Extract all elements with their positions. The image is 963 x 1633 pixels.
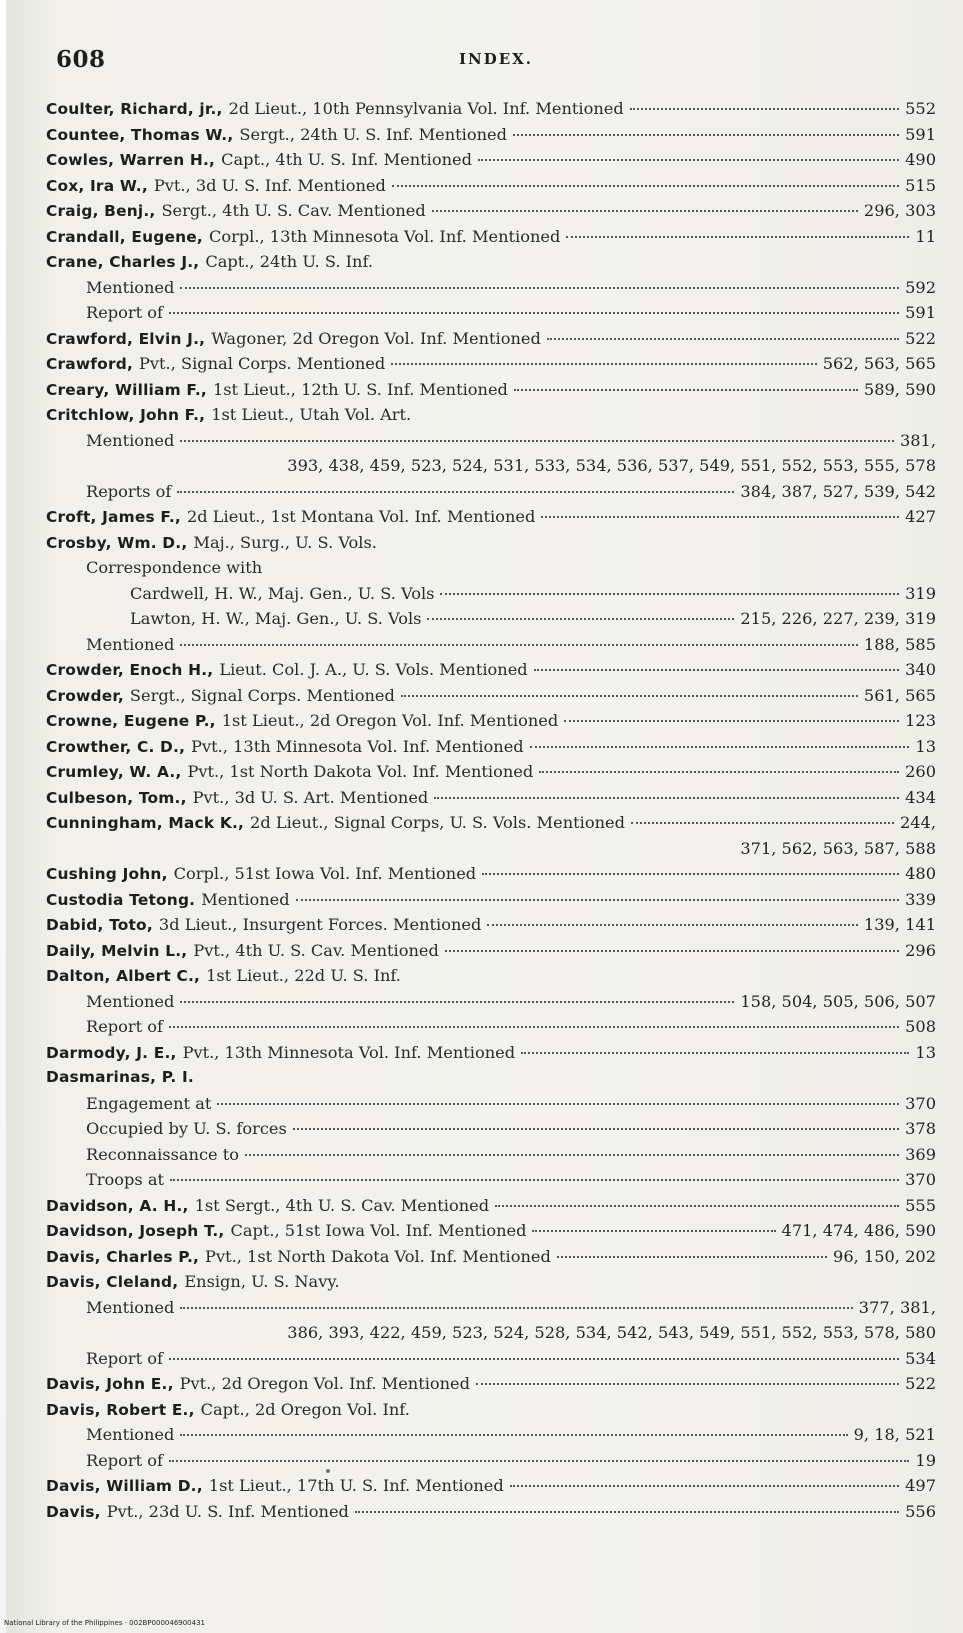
entry-description: 2d Lieut., Signal Corps, U. S. Vols. Mentioned	[250, 813, 625, 832]
subentry-label: Mentioned	[86, 1297, 175, 1317]
index-entry	[46, 810, 936, 836]
entry-description: Pvt., 13th Minnesota Vol. Inf. Mentioned	[182, 1042, 516, 1062]
page-refs: 188, 585	[863, 634, 936, 654]
entry-name: Daily, Melvin L.,	[46, 941, 188, 960]
entry-description: Ensign, U. S. Navy.	[184, 1272, 340, 1291]
entry-name: Davis, Charles P.,	[46, 1247, 200, 1266]
page-refs: 11	[915, 226, 936, 246]
index-entry	[46, 989, 936, 1015]
dot-leader	[513, 133, 899, 136]
page-refs: 370	[905, 1170, 936, 1189]
index-entry	[46, 351, 936, 377]
entry-description: Pvt., 3d U. S. Inf. Mentioned	[153, 175, 386, 195]
dot-leader	[541, 515, 899, 518]
index-entry	[46, 657, 936, 683]
running-head: INDEX.	[458, 50, 534, 68]
index-entry	[46, 1065, 936, 1091]
entry-name: Davidson, A. H.,	[46, 1196, 189, 1215]
entry-name: Critchlow, John F.,	[46, 406, 206, 424]
index-entry	[46, 1473, 936, 1499]
dot-leader	[180, 643, 858, 646]
dot-leader	[170, 1178, 899, 1181]
dot-leader	[514, 388, 858, 391]
page-refs: 471, 474, 486, 590	[781, 1221, 936, 1240]
page-refs: 369	[905, 1144, 936, 1164]
index-entry	[46, 377, 936, 403]
dot-leader	[445, 949, 899, 952]
index-continuation	[46, 1320, 936, 1346]
index-entry	[46, 581, 936, 607]
index-entry	[46, 708, 936, 734]
entry-description: Maj., Surg., U. S. Vols.	[193, 532, 377, 552]
entry-description: Lieut. Col. J. A., U. S. Vols. Mentioned	[219, 660, 528, 679]
dot-leader	[434, 796, 899, 799]
dot-leader	[557, 1255, 827, 1258]
index-entry	[46, 734, 936, 760]
subentry-label: Troops at	[86, 1170, 164, 1189]
page-refs: 591	[905, 124, 936, 144]
page-refs: 244,	[899, 813, 936, 832]
entry-name: Davis, Robert E.,	[46, 1400, 195, 1419]
page-number: 608	[56, 46, 106, 73]
entry-name: Davidson, Joseph T.,	[46, 1222, 225, 1240]
entry-name: Crawford,	[46, 355, 134, 373]
page-refs: 534	[905, 1348, 936, 1368]
subentry-label: Reconnaissance to	[86, 1144, 239, 1164]
subentry-label: Lawton, H. W., Maj. Gen., U. S. Vols	[130, 609, 422, 628]
entry-name: Davis, John E.,	[46, 1375, 174, 1393]
page-refs: 339	[905, 889, 936, 909]
entry-name: Crandall, Eugene,	[46, 227, 203, 246]
dot-leader	[532, 1229, 775, 1232]
entry-name: Crowder,	[46, 686, 124, 705]
page-refs: 260	[905, 762, 936, 781]
index-entry	[46, 249, 936, 275]
entry-name: Cowles, Warren H.,	[46, 151, 216, 169]
index-entry	[46, 530, 936, 556]
dot-leader	[169, 1459, 909, 1462]
page-refs: 561, 565	[863, 685, 936, 705]
index-entry	[46, 1014, 936, 1040]
dot-leader	[566, 235, 909, 238]
page-refs: 497	[905, 1476, 936, 1495]
page-refs: 427	[905, 507, 936, 526]
page-refs: 378	[905, 1119, 936, 1138]
index-entry	[46, 1499, 936, 1525]
page-refs: 296, 303	[863, 201, 936, 220]
index-entry	[46, 1244, 936, 1270]
page-refs: 555	[905, 1195, 936, 1215]
page-refs: 377, 381,	[858, 1297, 936, 1317]
page-refs: 393, 438, 459, 523, 524, 531, 533, 534, 536, 537, 549, 551, 552, 553, 555, 578	[287, 456, 936, 475]
entry-description: Corpl., 51st Iowa Vol. Inf. Mentioned	[173, 864, 477, 883]
index-entry	[46, 1040, 936, 1066]
entry-description: 1st Lieut., 22d U. S. Inf.	[206, 966, 401, 985]
subentry-label: Mentioned	[86, 430, 175, 450]
entry-description: Mentioned	[201, 889, 290, 909]
page-refs: 592	[905, 277, 936, 297]
index-entry	[46, 861, 936, 887]
index-entry	[46, 173, 936, 199]
dot-leader	[177, 490, 734, 493]
entry-description: Pvt., 4th U. S. Cav. Mentioned	[193, 940, 439, 960]
page-refs: 139, 141	[863, 915, 936, 934]
subentry-label: Report of	[86, 303, 164, 322]
index-continuation	[46, 453, 936, 479]
entry-description: Corpl., 13th Minnesota Vol. Inf. Mentioned	[208, 226, 561, 246]
entry-description: 1st Lieut., 2d Oregon Vol. Inf. Mentioned	[221, 711, 559, 730]
index-entry	[46, 1295, 936, 1321]
index-entry	[46, 963, 936, 989]
dot-leader	[539, 770, 899, 773]
dot-leader	[169, 311, 899, 314]
page-refs: 319	[905, 583, 936, 603]
index-entry	[46, 198, 936, 224]
entry-name: Davis, William D.,	[46, 1477, 203, 1495]
dot-leader	[432, 209, 858, 212]
index-entry	[46, 1346, 936, 1372]
index-entry	[46, 1448, 936, 1474]
entry-name: Crosby, Wm. D.,	[46, 533, 188, 552]
page-header	[56, 46, 936, 76]
index-entry	[46, 122, 936, 148]
index-entry	[46, 326, 936, 352]
index-list	[46, 96, 936, 1524]
page-refs: 215, 226, 227, 239, 319	[740, 609, 936, 628]
entry-description: Capt., 24th U. S. Inf.	[205, 252, 374, 271]
page-refs: 562, 563, 565	[822, 354, 936, 373]
index-entry	[46, 785, 936, 811]
dot-leader	[391, 362, 816, 365]
entry-name: Cunningham, Mack K.,	[46, 814, 245, 832]
index-entry	[46, 1193, 936, 1219]
page-refs: 589, 590	[863, 379, 936, 399]
subentry-label: Report of	[86, 1017, 164, 1036]
entry-name: Crane, Charles J.,	[46, 253, 200, 271]
dot-leader	[217, 1102, 899, 1105]
entry-name: Dabid, Toto,	[46, 916, 153, 934]
entry-description: Capt., 51st Iowa Vol. Inf. Mentioned	[230, 1221, 527, 1240]
page-refs: 296	[905, 940, 936, 960]
index-entry	[46, 402, 936, 428]
index-entry	[46, 632, 936, 658]
dot-leader	[495, 1204, 899, 1207]
page-refs: 13	[915, 1042, 936, 1062]
entry-name: Creary, William F.,	[46, 380, 207, 399]
entry-description: 1st Lieut., 17th U. S. Inf. Mentioned	[208, 1476, 504, 1495]
subentry-label: Cardwell, H. W., Maj. Gen., U. S. Vols	[130, 583, 435, 603]
entry-description: 3d Lieut., Insurgent Forces. Mentioned	[158, 915, 482, 934]
dot-leader	[296, 898, 899, 901]
index-continuation	[46, 836, 936, 862]
entry-name: Coulter, Richard, jr.,	[46, 100, 223, 118]
page-edge	[0, 0, 6, 1633]
entry-name: Crowther, C. D.,	[46, 737, 186, 756]
subentry-label: Correspondence with	[86, 558, 263, 577]
dot-leader	[169, 1357, 899, 1360]
entry-description: Pvt., 3d U. S. Art. Mentioned	[192, 787, 429, 807]
entry-description: Capt., 4th U. S. Inf. Mentioned	[221, 150, 472, 169]
entry-description: Pvt., 2d Oregon Vol. Inf. Mentioned	[179, 1374, 470, 1393]
index-entry	[46, 1269, 936, 1295]
index-entry	[46, 428, 936, 454]
index-entry	[46, 912, 936, 938]
dot-leader	[476, 1382, 899, 1385]
entry-description: Wagoner, 2d Oregon Vol. Inf. Mentioned	[211, 328, 541, 348]
subentry-label: Engagement at	[86, 1093, 212, 1113]
entry-name: Croft, James F.,	[46, 508, 181, 526]
entry-name: Countee, Thomas W.,	[46, 125, 234, 144]
index-entry	[46, 504, 936, 530]
dot-leader	[293, 1127, 899, 1130]
index-entry	[46, 938, 936, 964]
page-refs: 381,	[899, 430, 936, 450]
dot-leader	[478, 158, 899, 161]
entry-name: Dasmarinas, P. I.	[46, 1068, 194, 1086]
index-entry	[46, 1142, 936, 1168]
speck-mark	[326, 1469, 330, 1473]
entry-description: Pvt., 1st North Dakota Vol. Inf. Mentioned	[205, 1246, 551, 1266]
subentry-label: Mentioned	[86, 634, 175, 654]
entry-description: 1st Sergt., 4th U. S. Cav. Mentioned	[194, 1195, 490, 1215]
entry-name: Cox, Ira W.,	[46, 176, 148, 195]
entry-name: Davis, Cleland,	[46, 1273, 179, 1291]
index-entry	[46, 96, 936, 122]
index-entry	[46, 1371, 936, 1397]
subentry-label: Report of	[86, 1348, 164, 1368]
page-refs: 434	[905, 787, 936, 807]
page-refs: 371, 562, 563, 587, 588	[740, 838, 936, 858]
entry-description: 2d Lieut., 1st Montana Vol. Inf. Mentioned	[186, 507, 536, 526]
page-refs: 386, 393, 422, 459, 523, 524, 528, 534, 542, 543, 549, 551, 552, 553, 578, 580	[287, 1323, 936, 1342]
dot-leader	[392, 184, 899, 187]
dot-leader	[487, 923, 858, 926]
index-entry	[46, 1397, 936, 1423]
scan-footer: National Library of the Philippines · 002BP000046900431	[4, 1619, 205, 1627]
subentry-label: Mentioned	[86, 277, 175, 297]
dot-leader	[482, 872, 899, 875]
entry-name: Crowder, Enoch H.,	[46, 661, 214, 679]
subentry-label: Mentioned	[86, 1425, 175, 1444]
page-refs: 490	[905, 150, 936, 169]
dot-leader	[180, 439, 894, 442]
page-refs: 9, 18, 521	[853, 1425, 936, 1444]
dot-leader	[547, 337, 899, 340]
index-entry	[46, 1218, 936, 1244]
page-refs: 13	[915, 736, 936, 756]
entry-name: Crumley, W. A.,	[46, 763, 182, 781]
index-entry	[46, 1422, 936, 1448]
index-entry	[46, 300, 936, 326]
dot-leader	[180, 1433, 847, 1436]
index-entry	[46, 555, 936, 581]
dot-leader	[510, 1484, 899, 1487]
dot-leader	[180, 286, 899, 289]
index-entry	[46, 759, 936, 785]
dot-leader	[630, 107, 899, 110]
dot-leader	[440, 592, 899, 595]
page-refs: 19	[915, 1450, 936, 1470]
entry-description: Sergt., 4th U. S. Cav. Mentioned	[161, 201, 426, 220]
page-refs: 384, 387, 527, 539, 542	[740, 481, 936, 501]
subentry-label: Report of	[86, 1450, 164, 1470]
index-entry	[46, 479, 936, 505]
entry-name: Culbeson, Tom.,	[46, 788, 187, 807]
index-entry	[46, 275, 936, 301]
entry-name: Davis,	[46, 1502, 101, 1521]
entry-name: Dalton, Albert C.,	[46, 967, 201, 985]
page-refs: 522	[905, 328, 936, 348]
dot-leader	[521, 1051, 909, 1054]
dot-leader	[180, 1000, 734, 1003]
entry-description: 1st Lieut., 12th U. S. Inf. Mentioned	[212, 379, 508, 399]
index-entry	[46, 147, 936, 173]
page-refs: 591	[905, 303, 936, 322]
entry-name: Crawford, Elvin J.,	[46, 329, 206, 348]
page-refs: 556	[905, 1501, 936, 1521]
subentry-label: Reports of	[86, 481, 172, 501]
entry-name: Custodia Tetong.	[46, 890, 196, 909]
entry-description: 2d Lieut., 10th Pennsylvania Vol. Inf. Mentioned	[228, 99, 624, 118]
page-refs: 522	[905, 1374, 936, 1393]
entry-name: Crowne, Eugene P.,	[46, 712, 216, 730]
entry-description: Pvt., 13th Minnesota Vol. Inf. Mentioned	[191, 736, 524, 756]
entry-description: Pvt., 23d U. S. Inf. Mentioned	[106, 1501, 349, 1521]
index-entry	[46, 1091, 936, 1117]
page-refs: 515	[905, 175, 936, 195]
dot-leader	[401, 694, 858, 697]
dot-leader	[245, 1153, 899, 1156]
entry-description: Pvt., 1st North Dakota Vol. Inf. Mentioned	[187, 762, 534, 781]
page-refs: 340	[905, 660, 936, 679]
page-refs: 123	[905, 711, 936, 730]
page-refs: 508	[905, 1017, 936, 1036]
entry-description: Pvt., Signal Corps. Mentioned	[139, 354, 386, 373]
entry-name: Craig, Benj.,	[46, 202, 156, 220]
index-entry	[46, 1167, 936, 1193]
page-refs: 552	[905, 99, 936, 118]
page-refs: 480	[905, 864, 936, 883]
dot-leader	[564, 719, 899, 722]
page-refs: 96, 150, 202	[833, 1246, 936, 1266]
entry-description: Sergt., Signal Corps. Mentioned	[129, 685, 395, 705]
dot-leader	[534, 668, 899, 671]
entry-description: Capt., 2d Oregon Vol. Inf.	[200, 1399, 410, 1419]
page-refs: 158, 504, 505, 506, 507	[740, 991, 936, 1011]
index-entry	[46, 1116, 936, 1142]
entry-name: Darmody, J. E.,	[46, 1043, 177, 1062]
dot-leader	[427, 617, 734, 620]
subentry-label: Occupied by U. S. forces	[86, 1119, 287, 1138]
index-entry	[46, 887, 936, 913]
dot-leader	[169, 1025, 899, 1028]
dot-leader	[355, 1510, 899, 1513]
dot-leader	[530, 745, 910, 748]
dot-leader	[631, 821, 894, 824]
entry-name: Cushing John,	[46, 865, 168, 883]
entry-description: 1st Lieut., Utah Vol. Art.	[211, 405, 412, 424]
index-entry	[46, 683, 936, 709]
entry-description: Sergt., 24th U. S. Inf. Mentioned	[239, 124, 507, 144]
subentry-label: Mentioned	[86, 991, 175, 1011]
page-refs: 370	[905, 1093, 936, 1113]
index-entry	[46, 606, 936, 632]
dot-leader	[180, 1306, 852, 1309]
index-entry	[46, 224, 936, 250]
